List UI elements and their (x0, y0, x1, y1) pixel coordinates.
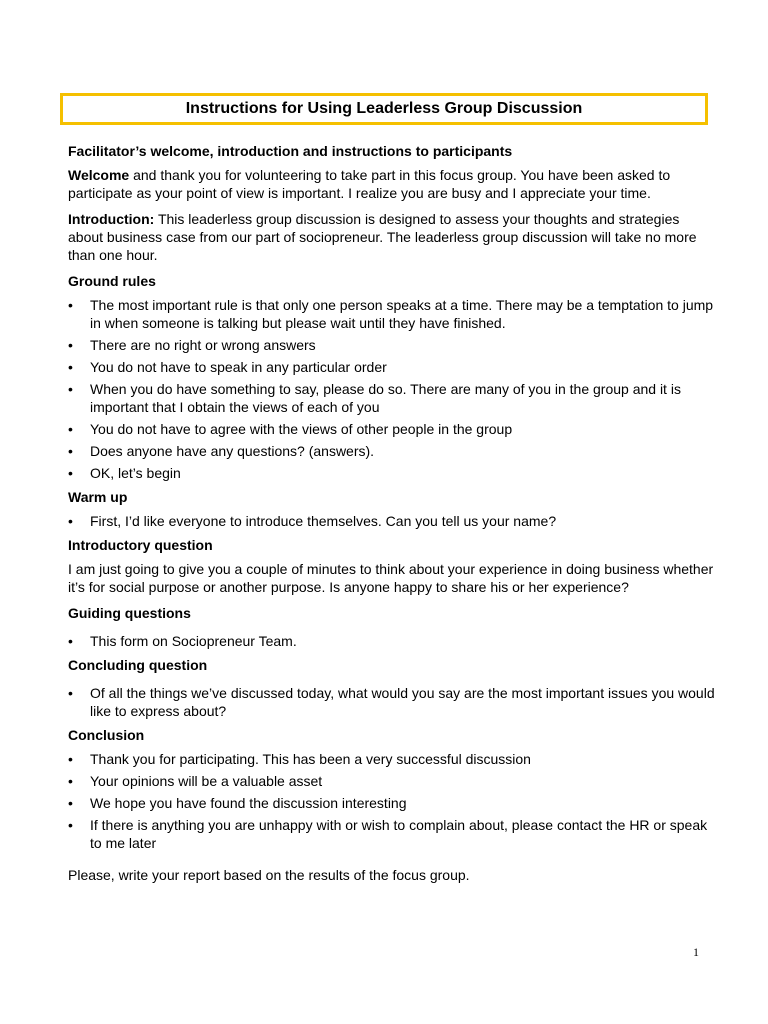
list-item (68, 684, 718, 720)
list-item-text: Thank you for participating. This has been a very successful discussion (90, 751, 531, 767)
ground-rules-heading: Ground rules (68, 273, 156, 289)
introduction-paragraph (68, 210, 718, 264)
welcome-paragraph (68, 166, 718, 202)
introduction-label: Introduction: (68, 211, 155, 227)
list-item (68, 420, 718, 438)
introduction-text: This leaderless group discussion is designed to assess your thoughts and strategies about business case from our part of sociopreneur. The leaderless group discussion will take no more than one hour. (68, 211, 697, 263)
list-item-text: There are no right or wrong answers (90, 337, 316, 353)
introductory-question-text: I am just going to give you a couple of minutes to think about your experience in doing business whether it’s for social purpose or another purpose. Is anyone happy to share his or her experience? (68, 561, 714, 595)
guiding-questions-heading: Guiding questions (68, 605, 191, 621)
list-item-text: Does anyone have any questions? (answers). (90, 443, 375, 459)
list-item-text: Your opinions will be a valuable asset (90, 773, 323, 789)
bullet-icon: • (68, 465, 73, 481)
warm-up-heading: Warm up (68, 489, 128, 505)
list-item (68, 464, 718, 482)
conclusion-list (68, 750, 718, 852)
welcome-label: Welcome (68, 167, 130, 183)
bullet-icon: • (68, 421, 73, 437)
list-item-text: If there is anything you are unhappy with or wish to complain about, please contact the HR or speak to me later (90, 817, 708, 851)
list-item (68, 772, 718, 790)
title-box (60, 93, 708, 125)
bullet-icon: • (68, 817, 73, 833)
list-item-text: OK, let’s begin (90, 465, 181, 481)
list-item-text: Of all the things we’ve discussed today, what would you say are the most important issues you would like to express about? (90, 685, 715, 719)
list-item (68, 794, 718, 812)
list-item-text: You do not have to speak in any particular order (90, 359, 387, 375)
bullet-icon: • (68, 359, 73, 375)
conclusion-heading: Conclusion (68, 727, 145, 743)
concluding-question-list (68, 684, 718, 720)
bullet-icon: • (68, 381, 73, 397)
list-item-text: When you do have something to say, please do so. There are many of you in the group and it is important that I obtain the views of each of you (90, 381, 681, 415)
page-number: 1 (693, 945, 699, 959)
bullet-icon: • (68, 773, 73, 789)
list-item (68, 380, 718, 416)
list-item (68, 512, 718, 530)
closing-paragraph: Please, write your report based on the results of the focus group. (68, 867, 470, 883)
bullet-icon: • (68, 443, 73, 459)
ground-rules-list (68, 296, 718, 482)
bullet-icon: • (68, 751, 73, 767)
list-item-text: We hope you have found the discussion interesting (90, 795, 407, 811)
bullet-icon: • (68, 685, 73, 701)
welcome-text: and thank you for volunteering to take part in this focus group. You have been asked to participate as your point of view is important. I realize you are busy and I appreciate your time. (68, 167, 671, 201)
list-item (68, 816, 718, 852)
guiding-questions-list (68, 632, 718, 650)
bullet-icon: • (68, 513, 73, 529)
bullet-icon: • (68, 795, 73, 811)
introductory-question-heading: Introductory question (68, 537, 213, 553)
list-item (68, 632, 718, 650)
bullet-icon: • (68, 297, 73, 313)
concluding-question-heading: Concluding question (68, 657, 208, 673)
page-title: Instructions for Using Leaderless Group Discussion (185, 100, 583, 117)
list-item-text: The most important rule is that only one person speaks at a time. There may be a temptation to jump in when someone is talking but please wait until they have finished. (90, 297, 714, 331)
bullet-icon: • (68, 633, 73, 649)
bullet-icon: • (68, 337, 73, 353)
subtitle-heading: Facilitator’s welcome, introduction and instructions to participants (68, 143, 513, 159)
warm-up-list (68, 512, 718, 530)
list-item (68, 296, 718, 332)
list-item (68, 336, 718, 354)
list-item (68, 750, 718, 768)
list-item-text: This form on Sociopreneur Team. (90, 633, 297, 649)
document-body (68, 142, 718, 892)
list-item (68, 358, 718, 376)
list-item-text: First, I’d like everyone to introduce themselves. Can you tell us your name? (90, 513, 557, 529)
list-item-text: You do not have to agree with the views of other people in the group (90, 421, 513, 437)
list-item (68, 442, 718, 460)
